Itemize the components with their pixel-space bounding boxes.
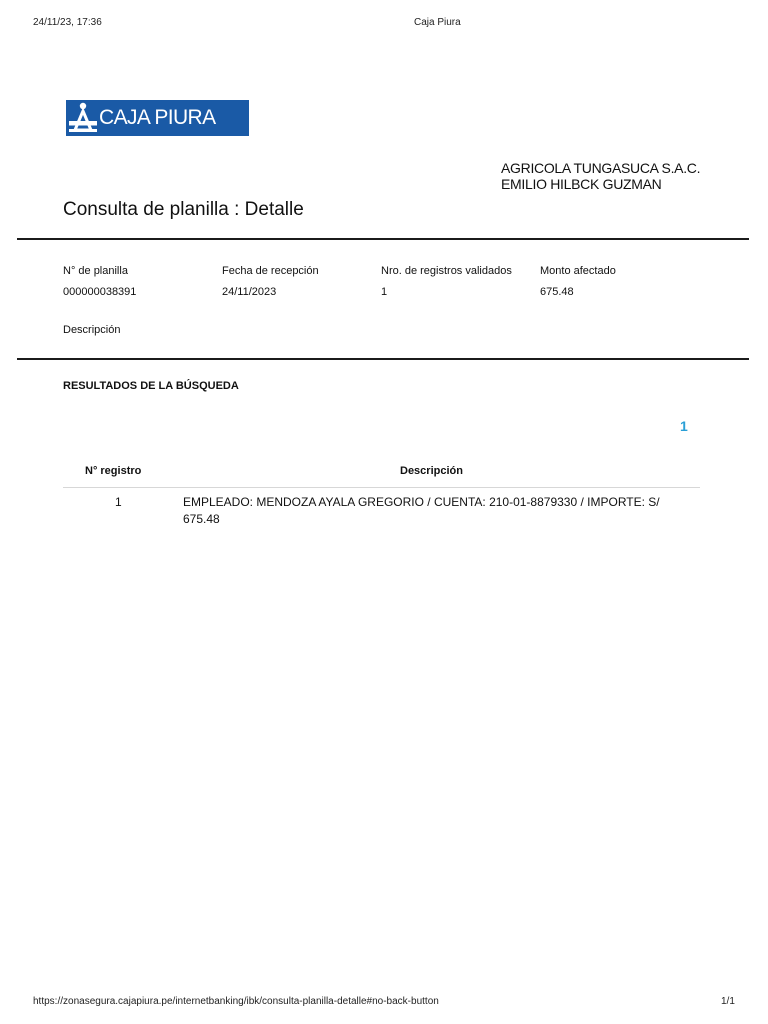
print-datetime: 24/11/23, 17:36 bbox=[33, 17, 102, 28]
validated-records-value: 1 bbox=[381, 286, 388, 298]
reception-date-value: 24/11/2023 bbox=[222, 286, 277, 298]
caja-piura-logo bbox=[66, 100, 249, 136]
column-header-registro: N° registro bbox=[85, 465, 142, 477]
planilla-number-label: N° de planilla bbox=[63, 265, 128, 277]
top-divider bbox=[17, 238, 749, 240]
amount-value: 675.48 bbox=[540, 286, 574, 298]
company-name: AGRICOLA TUNGASUCA S.A.C. bbox=[501, 160, 701, 176]
print-url: https://zonasegura.cajapiura.pe/internetbanking/ibk/consulta-planilla-detalle#no-back-button bbox=[33, 996, 439, 1007]
column-header-descripcion: Descripción bbox=[400, 465, 463, 477]
amount-label: Monto afectado bbox=[540, 265, 616, 277]
reception-date-label: Fecha de recepción bbox=[222, 265, 319, 277]
print-page-count: 1/1 bbox=[721, 996, 735, 1007]
validated-records-label: Nro. de registros validados bbox=[381, 265, 512, 277]
description-label: Descripción bbox=[63, 324, 121, 336]
results-title: RESULTADOS DE LA BÚSQUEDA bbox=[63, 380, 239, 392]
table-row bbox=[63, 494, 700, 534]
row-registro: 1 bbox=[115, 495, 122, 509]
table-header-divider bbox=[63, 487, 700, 488]
page-title: Consulta de planilla : Detalle bbox=[63, 199, 304, 220]
print-page-title: Caja Piura bbox=[414, 17, 461, 28]
company-person: EMILIO HILBCK GUZMAN bbox=[501, 176, 662, 192]
row-descripcion: EMPLEADO: MENDOZA AYALA GREGORIO / CUENTA: 210-01-8879330 / IMPORTE: S/ 675.48 bbox=[183, 495, 660, 526]
caja-piura-logo-text: CAJA PIURA bbox=[99, 106, 216, 129]
planilla-number-value: 000000038391 bbox=[63, 286, 137, 298]
caja-piura-logo-icon bbox=[66, 100, 98, 136]
company-block bbox=[501, 160, 700, 192]
middle-divider bbox=[17, 358, 749, 360]
pagination-page-1[interactable]: 1 bbox=[680, 418, 688, 434]
